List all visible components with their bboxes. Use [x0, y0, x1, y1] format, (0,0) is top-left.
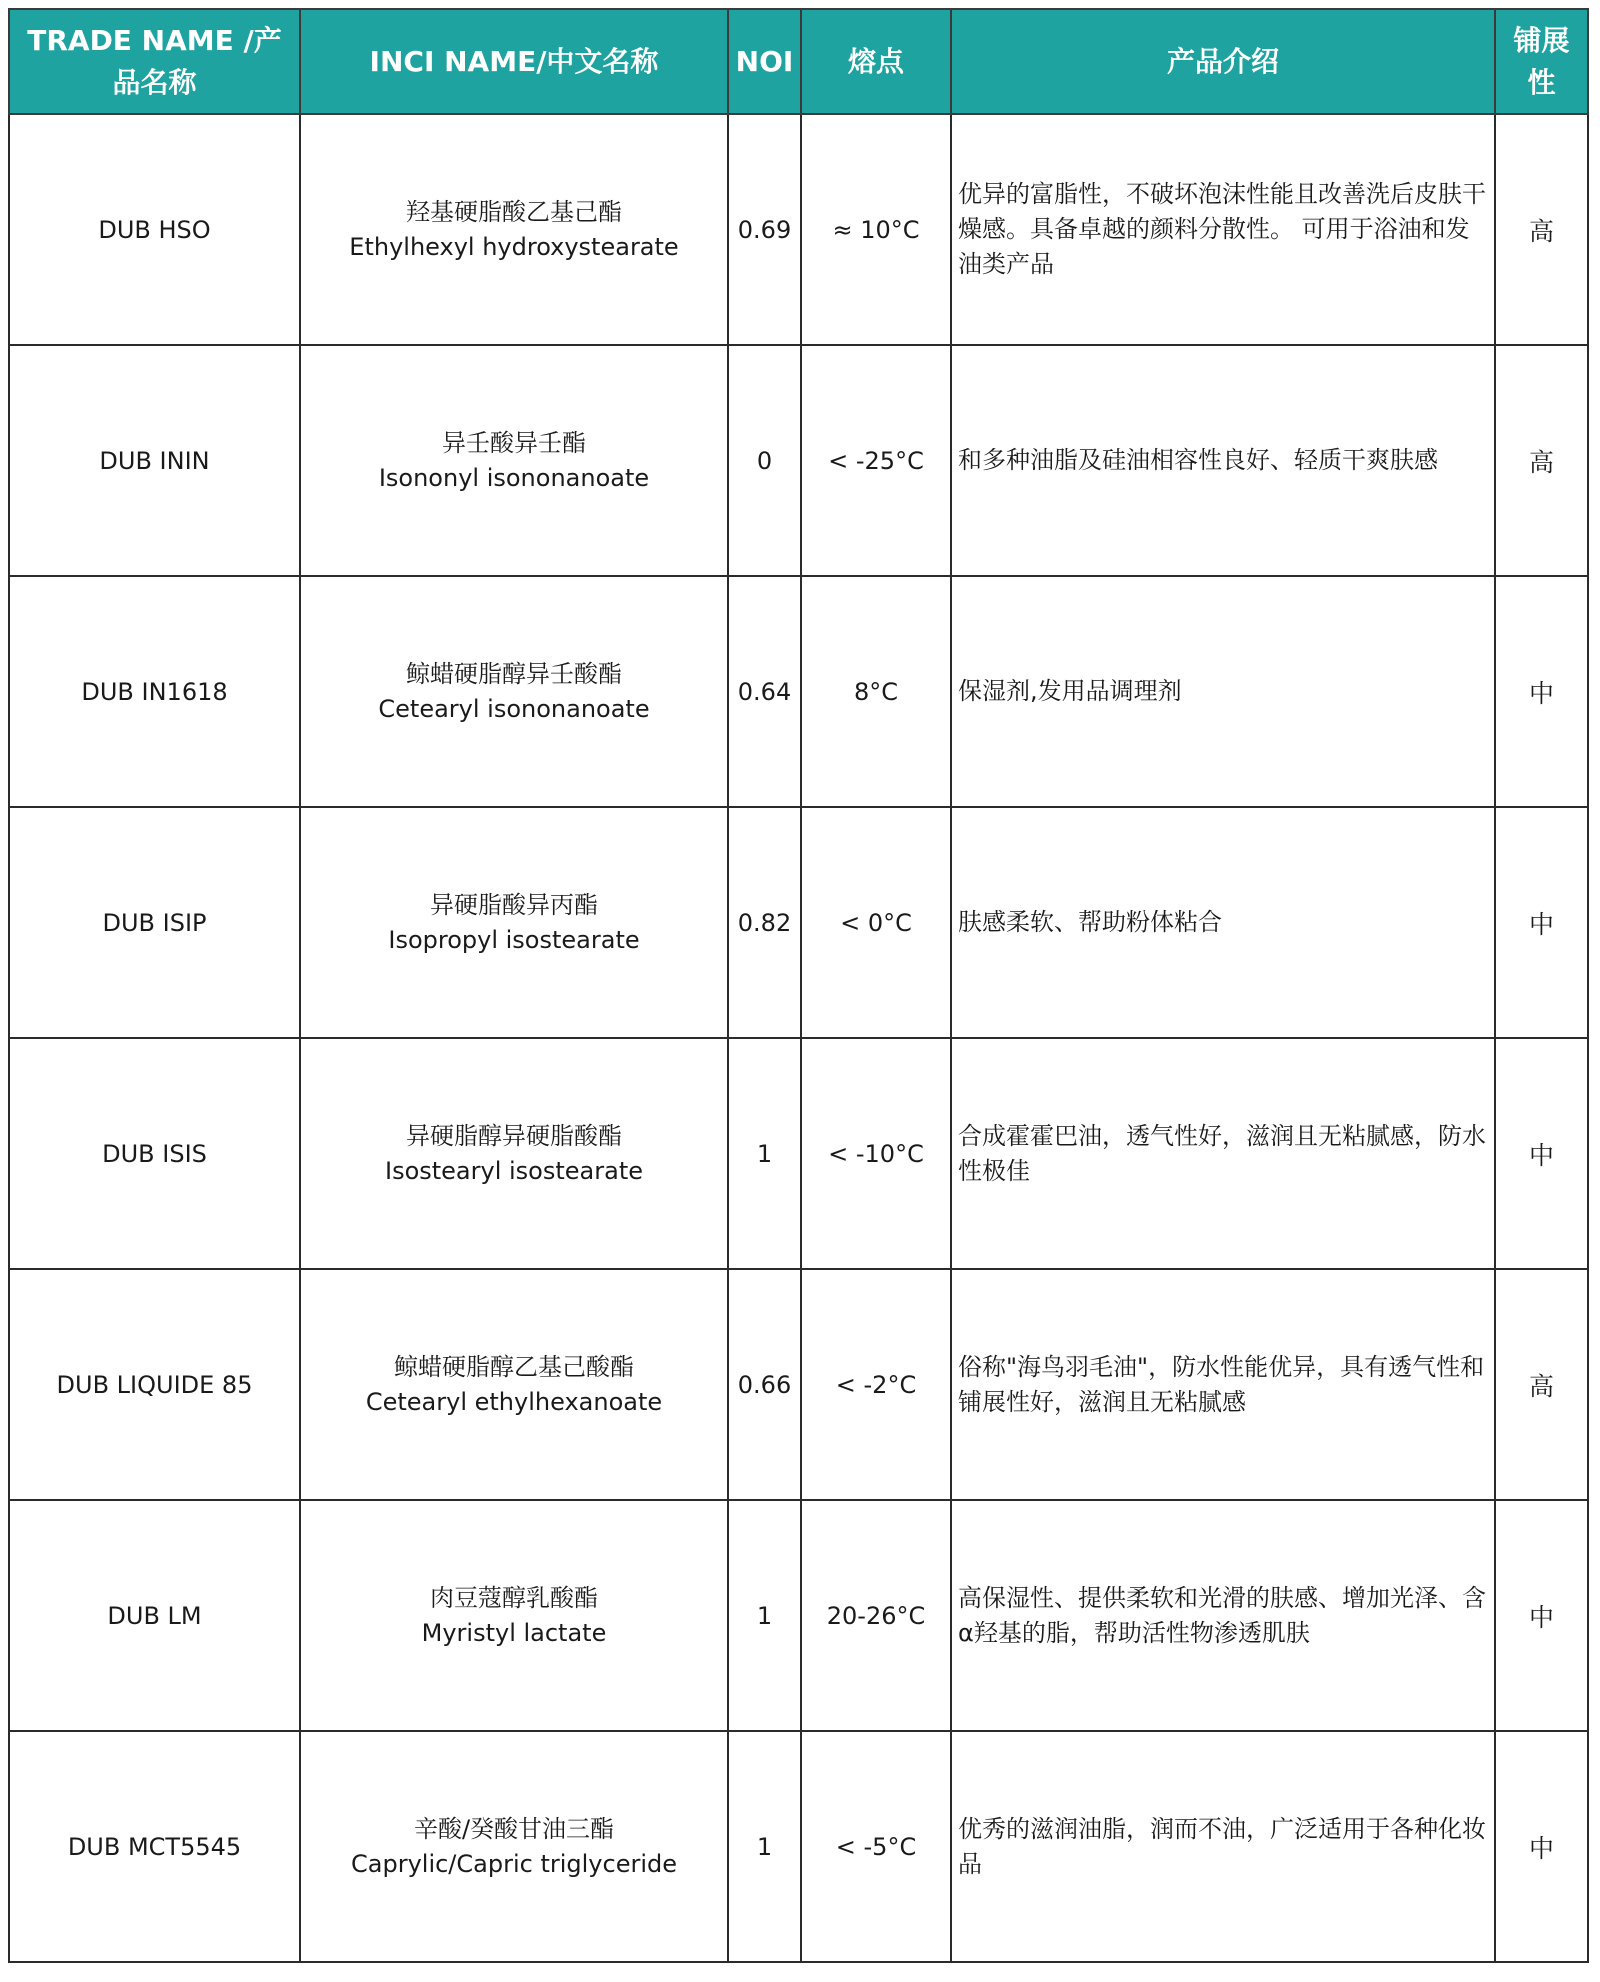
cell-description: 保湿剂,发用品调理剂 — [951, 576, 1495, 807]
cell-noi: 0.69 — [728, 114, 801, 345]
cell-noi: 0 — [728, 345, 801, 576]
cell-description: 肤感柔软、帮助粉体粘合 — [951, 807, 1495, 1038]
cell-description: 高保湿性、提供柔软和光滑的肤感、增加光泽、含α羟基的脂，帮助活性物渗透肌肤 — [951, 1500, 1495, 1731]
table-row — [9, 345, 1588, 576]
product-table — [8, 8, 1589, 1963]
cell-inci-name — [300, 576, 728, 807]
cell-trade-name: DUB LM — [9, 1500, 300, 1731]
cell-description: 俗称"海鸟羽毛油"，防水性能优异，具有透气性和铺展性好，滋润且无粘腻感 — [951, 1269, 1495, 1500]
table-row — [9, 1269, 1588, 1500]
product-table-container — [8, 8, 1589, 1963]
cell-spreadability: 中 — [1495, 576, 1588, 807]
cell-noi: 1 — [728, 1500, 801, 1731]
inci-english-name: Isostearyl isostearate — [384, 1156, 643, 1185]
inci-chinese-name: 异壬酸异壬酯 — [442, 428, 586, 457]
inci-english-name: Myristyl lactate — [421, 1618, 607, 1647]
inci-english-name: Cetearyl isononanoate — [378, 694, 650, 723]
cell-trade-name: DUB HSO — [9, 114, 300, 345]
cell-noi: 0.66 — [728, 1269, 801, 1500]
table-row — [9, 114, 1588, 345]
inci-chinese-name: 鲸蜡硬脂醇异壬酸酯 — [406, 659, 622, 688]
cell-inci-name — [300, 1269, 728, 1500]
cell-spreadability: 高 — [1495, 1269, 1588, 1500]
cell-description: 优异的富脂性，不破坏泡沫性能且改善洗后皮肤干燥感。具备卓越的颜料分散性。 可用于浴油和发油类产品 — [951, 114, 1495, 345]
cell-noi: 1 — [728, 1038, 801, 1269]
cell-spreadability: 高 — [1495, 345, 1588, 576]
cell-trade-name: DUB ININ — [9, 345, 300, 576]
inci-english-name: Cetearyl ethylhexanoate — [365, 1387, 663, 1416]
inci-english-name: Isopropyl isostearate — [388, 925, 640, 954]
header-description: 产品介绍 — [951, 9, 1495, 114]
cell-inci-name — [300, 345, 728, 576]
inci-chinese-name: 鲸蜡硬脂醇乙基己酸酯 — [394, 1352, 634, 1381]
cell-inci-name — [300, 807, 728, 1038]
cell-spreadability: 中 — [1495, 1500, 1588, 1731]
cell-trade-name: DUB ISIS — [9, 1038, 300, 1269]
header-melting-point: 熔点 — [801, 9, 951, 114]
cell-inci-name — [300, 114, 728, 345]
cell-trade-name: DUB LIQUIDE 85 — [9, 1269, 300, 1500]
cell-trade-name: DUB ISIP — [9, 807, 300, 1038]
cell-description: 和多种油脂及硅油相容性良好、轻质干爽肤感 — [951, 345, 1495, 576]
cell-noi: 0.64 — [728, 576, 801, 807]
cell-spreadability: 中 — [1495, 807, 1588, 1038]
cell-inci-name — [300, 1038, 728, 1269]
header-spreadability: 铺展性 — [1495, 9, 1588, 114]
cell-description: 优秀的滋润油脂，润而不油，广泛适用于各种化妆品 — [951, 1731, 1495, 1962]
header-inci-name: INCI NAME/中文名称 — [300, 9, 728, 114]
header-trade-name: TRADE NAME /产品名称 — [9, 9, 300, 114]
cell-description: 合成霍霍巴油，透气性好，滋润且无粘腻感，防水性极佳 — [951, 1038, 1495, 1269]
cell-melting-point: 8°C — [801, 576, 951, 807]
cell-melting-point: < -2°C — [801, 1269, 951, 1500]
table-body — [9, 114, 1588, 1962]
inci-chinese-name: 辛酸/癸酸甘油三酯 — [413, 1814, 615, 1843]
cell-noi: 0.82 — [728, 807, 801, 1038]
cell-spreadability: 中 — [1495, 1731, 1588, 1962]
table-row — [9, 1038, 1588, 1269]
table-row — [9, 1500, 1588, 1731]
cell-noi: 1 — [728, 1731, 801, 1962]
cell-trade-name: DUB IN1618 — [9, 576, 300, 807]
cell-spreadability: 高 — [1495, 114, 1588, 345]
table-row — [9, 1731, 1588, 1962]
inci-chinese-name: 羟基硬脂酸乙基己酯 — [406, 197, 622, 226]
cell-inci-name — [300, 1500, 728, 1731]
table-row — [9, 576, 1588, 807]
cell-melting-point: < -5°C — [801, 1731, 951, 1962]
cell-melting-point: < -10°C — [801, 1038, 951, 1269]
header-noi: NOI — [728, 9, 801, 114]
cell-trade-name: DUB MCT5545 — [9, 1731, 300, 1962]
table-header — [9, 9, 1588, 114]
header-row — [9, 9, 1588, 114]
inci-english-name: Ethylhexyl hydroxystearate — [349, 232, 679, 261]
cell-spreadability: 中 — [1495, 1038, 1588, 1269]
inci-chinese-name: 异硬脂醇异硬脂酸酯 — [406, 1121, 622, 1150]
cell-melting-point: ≈ 10°C — [801, 114, 951, 345]
cell-inci-name — [300, 1731, 728, 1962]
inci-english-name: Isononyl isononanoate — [378, 463, 650, 492]
inci-chinese-name: 异硬脂酸异丙酯 — [430, 890, 598, 919]
cell-melting-point: < 0°C — [801, 807, 951, 1038]
inci-chinese-name: 肉豆蔻醇乳酸酯 — [430, 1583, 598, 1612]
cell-melting-point: < -25°C — [801, 345, 951, 576]
table-row — [9, 807, 1588, 1038]
cell-melting-point: 20-26°C — [801, 1500, 951, 1731]
inci-english-name: Caprylic/Capric triglyceride — [351, 1849, 677, 1878]
